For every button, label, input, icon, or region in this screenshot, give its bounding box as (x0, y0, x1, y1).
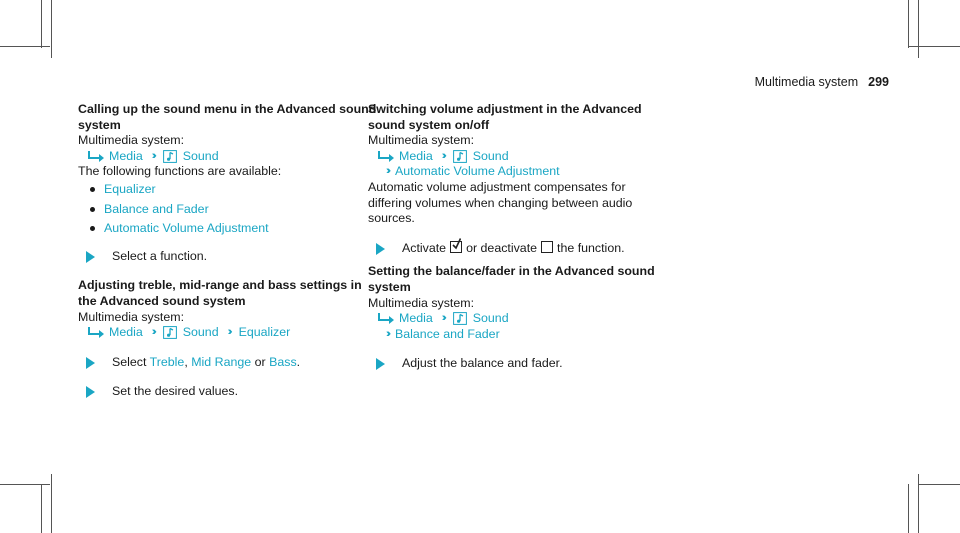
section-heading: Setting the balance/fader in the Advanced sound system (368, 264, 655, 294)
function-equalizer[interactable]: Equalizer (104, 181, 156, 196)
section-heading: Switching volume adjustment in the Advanced sound system on/off (368, 102, 642, 132)
function-balance-fader[interactable]: Balance and Fader (104, 201, 209, 216)
option-treble[interactable]: Treble (149, 354, 185, 369)
context-label: Multimedia system: (78, 133, 185, 148)
step-text: . (296, 354, 301, 369)
left-column (78, 102, 378, 400)
list-item[interactable] (78, 182, 378, 198)
checked-checkbox-icon (450, 241, 462, 253)
hook-arrow-icon (377, 313, 395, 325)
crop-mark (918, 474, 919, 533)
double-chevron-icon: ››› (441, 312, 444, 325)
section-title: Multimedia system (754, 75, 859, 89)
bullet-icon (90, 187, 95, 192)
double-chevron-icon: ››› (227, 326, 230, 339)
step-text: Adjust the balance and fader. (402, 356, 563, 371)
section-heading: Adjusting treble, mid-range and bass settings in the Advanced sound system (78, 278, 362, 308)
music-note-icon (453, 150, 467, 163)
option-mid-range[interactable]: Mid Range (191, 354, 252, 369)
path-sound[interactable]: Sound (472, 311, 509, 326)
path-sound[interactable]: Sound (472, 148, 509, 163)
bullet-icon (90, 207, 95, 212)
function-auto-volume[interactable]: Automatic Volume Adjustment (104, 221, 269, 236)
menu-path (377, 311, 668, 327)
context-label: Multimedia system: (368, 295, 475, 310)
step-text: Set the desired values. (112, 384, 239, 399)
section-heading: Calling up the sound menu in the Advanced sound system (78, 102, 377, 132)
path-media[interactable]: Media (399, 311, 433, 326)
step-arrow-icon (376, 358, 385, 370)
menu-path (87, 325, 378, 341)
path-media[interactable]: Media (399, 148, 433, 163)
double-chevron-icon: ››› (151, 326, 154, 339)
step-text: Select a function. (112, 248, 208, 263)
step-arrow-icon (86, 386, 95, 398)
crop-mark (918, 484, 960, 485)
crop-mark (41, 0, 42, 48)
step-text: Select (112, 354, 147, 369)
path-sound[interactable]: Sound (182, 325, 219, 340)
music-note-icon (163, 150, 177, 163)
crop-mark (908, 0, 909, 48)
bullet-icon (90, 226, 95, 231)
step-arrow-icon (86, 357, 95, 369)
context-label: Multimedia system: (368, 133, 475, 148)
music-note-icon (163, 326, 177, 339)
step-text: , (184, 354, 188, 369)
double-chevron-icon: ››› (386, 165, 388, 178)
right-column (368, 102, 668, 372)
crop-mark (41, 484, 42, 533)
instruction-step (78, 355, 378, 371)
step-text: Activate (402, 240, 447, 255)
double-chevron-icon: ››› (386, 327, 388, 340)
step-text: the function. (557, 240, 625, 255)
hook-arrow-icon (87, 327, 105, 339)
body-text: Automatic volume adjustment compensates for differing volumes when changing between audio sources. (368, 179, 633, 226)
function-list (78, 182, 378, 237)
page-header (755, 75, 889, 91)
list-item[interactable] (78, 202, 378, 218)
context-label: Multimedia system: (78, 309, 185, 324)
menu-path-sub (386, 327, 668, 343)
music-note-icon (453, 312, 467, 325)
path-balance-fader[interactable]: Balance and Fader (395, 326, 500, 341)
page-number: 299 (868, 75, 889, 89)
double-chevron-icon: ››› (441, 149, 444, 162)
crop-mark (908, 46, 960, 47)
instruction-step (78, 384, 378, 400)
path-media[interactable]: Media (109, 148, 143, 163)
hook-arrow-icon (377, 151, 395, 163)
hook-arrow-icon (87, 151, 105, 163)
crop-mark (51, 0, 52, 58)
crop-mark (0, 484, 50, 485)
list-item[interactable] (78, 221, 378, 237)
instruction-step (368, 356, 668, 372)
path-sound[interactable]: Sound (182, 148, 219, 163)
crop-mark (918, 0, 919, 58)
path-equalizer[interactable]: Equalizer (238, 325, 291, 340)
crop-mark (908, 484, 909, 533)
menu-path (377, 149, 668, 165)
step-text: or (254, 354, 266, 369)
intro-text: The following functions are available: (78, 164, 282, 179)
step-text: or deactivate (466, 240, 538, 255)
empty-checkbox-icon (541, 241, 553, 253)
crop-mark (0, 46, 50, 47)
instruction-step (368, 241, 668, 257)
instruction-step (78, 249, 378, 265)
step-arrow-icon (86, 251, 95, 263)
path-auto-volume[interactable]: Automatic Volume Adjustment (395, 164, 560, 179)
step-arrow-icon (376, 243, 385, 255)
menu-path (87, 149, 378, 165)
double-chevron-icon: ››› (151, 149, 154, 162)
path-media[interactable]: Media (109, 325, 143, 340)
menu-path-sub (386, 164, 668, 180)
crop-mark (51, 474, 52, 533)
option-bass[interactable]: Bass (269, 354, 297, 369)
